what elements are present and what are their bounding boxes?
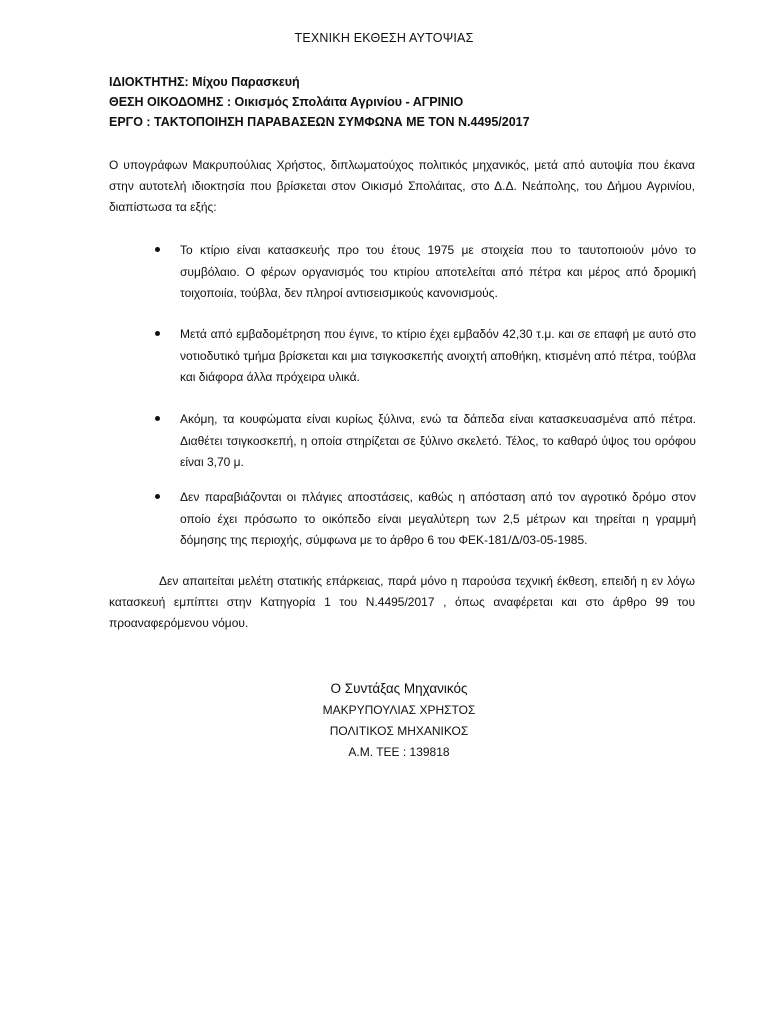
document-meta	[109, 72, 709, 132]
bullet-icon	[155, 247, 160, 252]
owner-value: Μίχου Παρασκευή	[192, 75, 300, 89]
finding-text: Το κτίριο είναι κατασκευής προ του έτους 1975 με στοιχεία που το ταυτοποιούν μόνο το συμβόλαιο. Ο φέρων οργανισμός του κτιρίου αποτελείται από πέτρα και μέρος από δρομική τοιχοποιία, τούβλα, δεν πληροί αντισεισμικούς κανονισμούς.	[180, 243, 696, 300]
document-title: ΤΕΧΝΙΚΗ ΕΚΘΕΣΗ ΑΥΤΟΨΙΑΣ	[294, 31, 474, 45]
bullet-icon	[155, 494, 160, 499]
bullet-icon	[155, 416, 160, 421]
signature-block	[0, 678, 768, 763]
intro-paragraph: Ο υπογράφων Μακρυπούλιας Χρήστος, διπλωματούχος πολιτικός μηχανικός, μετά από αυτοψία που έκανα στην αυτοτελή ιδιοκτησία που βρίσκεται στον Οικισμό Σπολάιτας, στο Δ.Δ. Νεάπολης, του Δήμου Αγρινίου, διαπίστωσα τα εξής:	[109, 158, 695, 214]
project-value: ΤΑΚΤΟΠΟΙΗΣΗ ΠΑΡΑΒΑΣΕΩΝ ΣΥΜΦΩΝΑ ΜΕ ΤΟΝ Ν.4495/2017	[154, 115, 530, 129]
signature-name: ΜΑΚΡΥΠΟΥΛΙΑΣ ΧΡΗΣΤΟΣ	[322, 703, 476, 717]
signature-profession: ΠΟΛΙΤΙΚΟΣ ΜΗΧΑΝΙΚΟΣ	[329, 724, 469, 738]
bullet-icon	[155, 331, 160, 336]
finding-text: Δεν παραβιάζονται οι πλάγιες αποστάσεις, καθώς η απόσταση από τον αγροτικό δρόμο στον οποίο έχει πρόσωπο το οικόπεδο είναι μεγαλύτερη των 2,5 μέτρων και τηρείται η γραμμή δόμησης της περιοχής, σύμφωνα με το άρθρο 6 του ΦΕΚ-181/Δ/03-05-1985.	[180, 490, 696, 547]
conclusion-paragraph: Δεν απαιτείται μελέτη στατικής επάρκειας, παρά μόνο η παρούσα τεχνική έκθεση, επειδή η εν λόγω κατασκευή εμπίπτει στην Κατηγορία 1 του Ν.4495/2017 , όπως αναφέρεται και στο άρθρο 99 του προαναφερόμενου νόμου.	[109, 574, 695, 630]
location-line	[109, 92, 709, 112]
owner-line	[109, 72, 709, 92]
location-label: ΘΕΣΗ ΟΙΚΟΔΟΜΗΣ :	[109, 95, 232, 109]
location-value: Οικισμός Σπολάιτα Αγρινίου - ΑΓΡΙΝΙΟ	[234, 95, 464, 109]
signature-registration: Α.Μ. ΤΕΕ : 139818	[348, 745, 450, 759]
finding-text: Ακόμη, τα κουφώματα είναι κυρίως ξύλινα, ενώ τα δάπεδα είναι κατασκευασμένα από πέτρα. Διαθέτει τσιγκοσκεπή, η οποία στηρίζεται σε ξύλινο σκελετό. Τέλος, το καθαρό ύψος του ορόφου είναι 3,70 μ.	[180, 412, 696, 469]
finding-text: Μετά από εμβαδομέτρηση που έγινε, το κτίριο έχει εμβαδόν 42,30 τ.μ. και σε επαφή με αυτό στο νοτιοδυτικό τμήμα βρίσκεται και μια τσιγκοσκεπής ανοιχτή αποθήκη, κτισμένη από πέτρα, τούβλα και διάφορα άλλα πρόχειρα υλικά.	[180, 327, 696, 384]
project-label: ΕΡΓΟ :	[109, 115, 151, 129]
signature-role: Ο Συντάξας Μηχανικός	[330, 681, 468, 696]
project-line	[109, 112, 709, 132]
owner-label: ΙΔΙΟΚΤΗΤΗΣ:	[109, 75, 189, 89]
